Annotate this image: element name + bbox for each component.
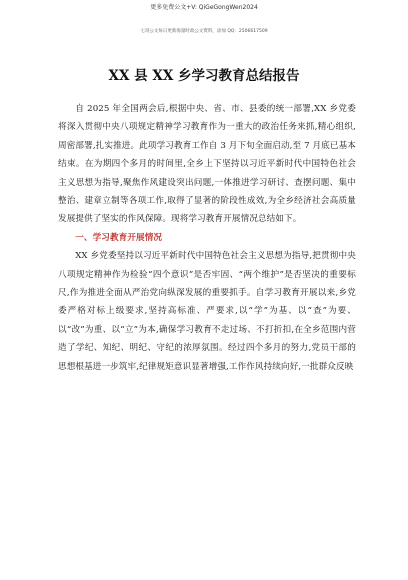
document-title: XX 县 XX 乡学习教育总结报告 (108, 68, 300, 84)
paragraph-section-1: XX 乡党委坚持以习近平新时代中国特色社会主义思想为指导,把贯彻中央八项规定精神作为检验“四个意识”是否牢固、“两个维护”是否坚决的重要标尺,作为推进全面从严治党向纵深发展的重要抓手。自学习教育开展以来,乡党委严格对标上级要求,坚持高标准、严要求,以“学”为基、以“查”为要、以“改”为重、以“立”为本,确保学习教育不走过场、不打折扣,在全乡范围内营造了学纪、知纪、明纪、守纪的浓厚氛围。经过四个多月的努力,党员干部的思想根基进一步筑牢,纪律规矩意识显著增强,工作作风持续向好,一批群众反映 (58, 251, 356, 372)
header-note: 七哥公文每日更新海量时政公文资料，添加 QQ：2506617509 (140, 29, 268, 34)
section-heading: 一、学习教育开展情况 (75, 232, 163, 243)
paragraph-intro: 自 2025 年全国两会后,根据中央、省、市、县委的统一部署,XX 乡党委将深入贯彻中央八项规定精神学习教育作为一重大的政治任务来抓,精心组织,周密部署,扎实推进。此项学习教育工作自 3 月下旬全面启动,至 7 月底已基本结束。在为期四个多月的时间里,全乡上下坚持以习近平新时代中国特色社会主义思想为指导,聚焦作风建设突出问题,一体推进学习研讨、查摆问题、集中整治、建章立制等各项工作,取得了显著的阶段性成效,为全乡经济社会高质量发展提供了坚实的作风保障。现将学习教育开展情况总结如下。 (58, 104, 356, 225)
document-body (58, 100, 356, 376)
top-watermark: 更多免费公文+V: QiGeGongWen2024 (150, 4, 258, 11)
